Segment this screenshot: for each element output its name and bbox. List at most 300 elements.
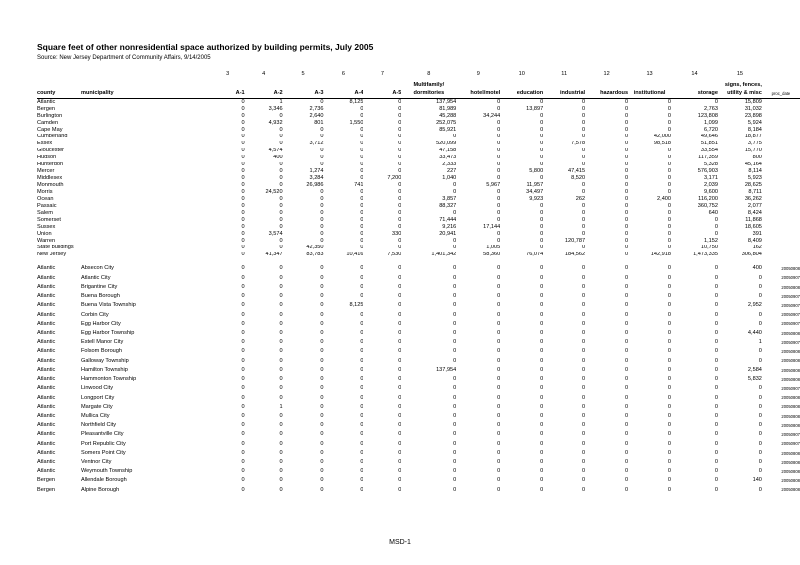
- value-cell: 0: [279, 283, 283, 290]
- value-cell: 0: [320, 293, 324, 300]
- value-cell: 0: [241, 477, 245, 484]
- value-cell: 0: [540, 477, 544, 484]
- blank-cell: [245, 82, 283, 90]
- value-cell: 0: [279, 203, 283, 209]
- value-cell: 1: [279, 403, 283, 410]
- value-cell: 0: [398, 357, 402, 364]
- county-name: Passaic: [37, 203, 57, 209]
- value-cell: 0: [667, 376, 672, 383]
- county-summary-row: [37, 155, 800, 162]
- value-cell: 0: [497, 161, 501, 168]
- blank-cell: [543, 82, 585, 90]
- value-cell: 0: [624, 320, 629, 327]
- value-cell: 0: [582, 147, 586, 154]
- county-name: Atlantic: [37, 293, 56, 300]
- header-a-3: A-3: [283, 90, 324, 99]
- value-cell: 0: [320, 366, 324, 373]
- blank-cell: [762, 127, 800, 134]
- value-cell: 0: [540, 283, 544, 290]
- value-cell: 800: [752, 154, 762, 161]
- value-cell: 0: [241, 196, 245, 202]
- value-cell: 0: [714, 440, 718, 447]
- county-summary-row: [37, 162, 800, 169]
- header-education: education: [500, 90, 543, 99]
- value-cell: 0: [582, 244, 586, 251]
- value-cell: 0: [320, 237, 324, 244]
- value-cell: 0: [320, 126, 324, 133]
- value-cell: 36,262: [744, 196, 762, 202]
- value-cell: 0: [320, 265, 324, 272]
- value-cell: 123,808: [697, 112, 718, 119]
- value-cell: 0: [398, 98, 402, 105]
- county-summary-row: [37, 175, 800, 182]
- county-name: Atlantic: [37, 385, 56, 392]
- value-cell: 0: [241, 210, 245, 216]
- value-cell: 0: [241, 133, 245, 140]
- value-cell: 51,851: [700, 140, 718, 147]
- value-cell: 0: [360, 431, 364, 438]
- value-cell: 0: [758, 449, 762, 456]
- county-summary-row: [37, 182, 800, 189]
- value-cell: 0: [582, 154, 586, 161]
- value-cell: 0: [714, 311, 718, 318]
- value-cell: 0: [453, 320, 457, 327]
- municipality-row: [37, 394, 800, 403]
- county-name: Sussex: [37, 223, 56, 230]
- county-name: Atlantic: [37, 422, 56, 429]
- blank-cell: [81, 252, 211, 259]
- value-cell: 0: [497, 366, 501, 373]
- county-name: Atlantic: [37, 403, 56, 410]
- value-cell: 0: [540, 230, 544, 237]
- value-cell: 0: [360, 154, 364, 161]
- value-cell: 0: [758, 440, 762, 447]
- header-utility-misc: utility & misc: [718, 90, 762, 99]
- value-cell: 116,200: [698, 196, 718, 202]
- value-cell: 0: [279, 477, 283, 484]
- value-cell: 0: [398, 119, 402, 126]
- value-cell: 0: [398, 348, 402, 355]
- value-cell: 0: [714, 230, 718, 237]
- value-cell: 140: [752, 477, 762, 484]
- value-cell: 1,401,342: [431, 251, 457, 258]
- value-cell: 0: [360, 168, 364, 175]
- value-cell: 162: [752, 244, 762, 251]
- value-cell: 0: [453, 182, 457, 188]
- value-cell: 4,440: [747, 329, 762, 336]
- county-name: Cumberland: [37, 133, 68, 140]
- value-cell: 0: [279, 320, 283, 327]
- value-cell: 0: [714, 274, 718, 281]
- blank-cell: [762, 217, 800, 224]
- value-cell: 0: [320, 230, 324, 237]
- value-cell: 0: [497, 422, 501, 429]
- value-cell: 0: [497, 196, 501, 202]
- blank-cell: [762, 245, 800, 252]
- value-cell: 0: [582, 210, 586, 216]
- value-cell: 0: [279, 126, 283, 133]
- county-name: Morris: [37, 189, 53, 195]
- value-cell: 0: [360, 133, 364, 140]
- value-cell: 0: [241, 431, 245, 438]
- county-name: Camden: [37, 119, 59, 126]
- value-cell: 0: [624, 265, 629, 272]
- value-cell: 0: [582, 126, 586, 133]
- header-storage: storage: [671, 90, 718, 99]
- value-cell: 741: [354, 182, 364, 188]
- county-summary-row: [37, 245, 800, 252]
- value-cell: 0: [624, 357, 629, 364]
- value-cell: 0: [241, 140, 245, 147]
- value-cell: 0: [714, 223, 718, 230]
- blank-cell: [81, 141, 211, 148]
- value-cell: 0: [667, 217, 672, 223]
- value-cell: 0: [279, 468, 283, 475]
- value-cell: 0: [624, 385, 629, 392]
- value-cell: 0: [241, 112, 245, 119]
- county-name: Atlantic: [37, 366, 56, 373]
- value-cell: 9,923: [529, 196, 544, 202]
- value-cell: 0: [279, 431, 283, 438]
- value-cell: 3,284: [309, 175, 324, 182]
- value-cell: 18,877: [744, 133, 762, 140]
- value-cell: 0: [241, 98, 245, 105]
- value-cell: 0: [398, 477, 402, 484]
- header-a-4: A-4: [324, 90, 364, 99]
- value-cell: 0: [398, 210, 402, 216]
- value-cell: 0: [241, 422, 245, 429]
- value-cell: 137,954: [436, 98, 457, 105]
- value-cell: 0: [453, 385, 457, 392]
- value-cell: 0: [320, 385, 324, 392]
- value-cell: 0: [714, 449, 718, 456]
- county-name: Mercer: [37, 168, 55, 175]
- value-cell: 0: [497, 440, 501, 447]
- value-cell: 0: [624, 403, 629, 410]
- municipality-name: Buena Borough: [80, 293, 120, 300]
- value-cell: 0: [758, 431, 762, 438]
- blank-cell: [762, 196, 800, 203]
- municipality-row: [37, 449, 800, 458]
- value-cell: 0: [540, 147, 544, 154]
- value-cell: 0: [497, 403, 501, 410]
- municipality-row: [37, 274, 800, 283]
- value-cell: 0: [453, 339, 457, 346]
- value-cell: 0: [582, 133, 586, 140]
- blank-cell: [628, 82, 671, 90]
- value-cell: 0: [241, 244, 245, 251]
- county-name: Atlantic: [37, 329, 56, 336]
- value-cell: 0: [398, 440, 402, 447]
- county-summary-row: [37, 168, 800, 175]
- value-cell: 20,941: [439, 230, 457, 237]
- blank-cell: [81, 231, 211, 238]
- value-cell: 0: [320, 274, 324, 281]
- blank-cell: [81, 210, 211, 217]
- value-cell: 0: [582, 230, 586, 237]
- value-cell: 0: [540, 119, 544, 126]
- column-number: 15: [736, 71, 744, 77]
- value-cell: 0: [360, 203, 364, 209]
- value-cell: 23,898: [744, 112, 762, 119]
- value-cell: 0: [582, 311, 586, 318]
- column-number: 12: [603, 71, 610, 77]
- value-cell: 1,473,335: [693, 251, 718, 258]
- value-cell: 0: [398, 320, 402, 327]
- municipality-name: Estell Manor City: [80, 339, 124, 346]
- value-cell: 1: [279, 98, 283, 105]
- value-cell: 0: [360, 126, 364, 133]
- value-cell: 252,075: [436, 119, 457, 126]
- value-cell: 26,986: [306, 182, 324, 188]
- value-cell: 0: [540, 459, 544, 466]
- value-cell: 0: [667, 98, 672, 105]
- value-cell: 0: [241, 339, 245, 346]
- value-cell: 2,077: [747, 203, 762, 209]
- value-cell: 0: [582, 106, 586, 112]
- value-cell: 0: [714, 217, 718, 223]
- blank-cell: [81, 127, 211, 134]
- value-cell: 5,923: [747, 175, 762, 182]
- value-cell: 0: [540, 422, 544, 429]
- value-cell: 49,646: [700, 133, 718, 140]
- proc-date: 20050808: [781, 450, 800, 456]
- value-cell: 0: [497, 98, 501, 105]
- value-cell: 0: [667, 311, 672, 318]
- value-cell: 0: [714, 486, 718, 493]
- county-summary-row: [37, 141, 800, 148]
- value-cell: 0: [540, 486, 544, 493]
- value-cell: 2,333: [442, 161, 457, 168]
- value-cell: 0: [398, 147, 402, 154]
- municipality-row: [37, 329, 800, 338]
- value-cell: 0: [667, 422, 672, 429]
- value-cell: 0: [497, 175, 501, 182]
- value-cell: 0: [624, 449, 629, 456]
- value-cell: 0: [624, 230, 629, 237]
- municipality-row: [37, 302, 800, 311]
- value-cell: 0: [360, 112, 364, 119]
- value-cell: 0: [360, 293, 364, 300]
- value-cell: 0: [667, 112, 672, 119]
- value-cell: 0: [320, 223, 324, 230]
- value-cell: 0: [758, 311, 762, 318]
- blank-cell: [762, 168, 800, 175]
- column-number: 5: [301, 71, 305, 77]
- value-cell: 0: [279, 274, 283, 281]
- county-name: Atlantic: [37, 431, 56, 438]
- value-cell: 0: [497, 486, 501, 493]
- value-cell: 0: [279, 394, 283, 401]
- county-name: Essex: [37, 140, 53, 147]
- value-cell: 0: [540, 217, 544, 223]
- value-cell: 0: [320, 302, 324, 309]
- county-name: Cape May: [37, 126, 63, 133]
- municipality-row: [37, 311, 800, 320]
- value-cell: 0: [714, 98, 718, 105]
- value-cell: 0: [582, 119, 586, 126]
- value-cell: 0: [453, 459, 457, 466]
- value-cell: 0: [453, 237, 457, 244]
- municipality-name: Folsom Borough: [80, 348, 123, 355]
- value-cell: 0: [453, 348, 457, 355]
- value-cell: 0: [624, 182, 629, 188]
- municipality-row: [37, 440, 800, 449]
- value-cell: 0: [582, 394, 586, 401]
- county-name: Atlantic: [37, 302, 56, 309]
- value-cell: 0: [360, 376, 364, 383]
- value-cell: 42,350: [306, 244, 324, 251]
- value-cell: 0: [667, 230, 672, 237]
- value-cell: 0: [453, 394, 457, 401]
- value-cell: 0: [582, 366, 586, 373]
- value-cell: 0: [497, 265, 501, 272]
- header-municipality: municipality: [81, 90, 211, 99]
- blank-cell: [81, 175, 211, 182]
- proc-date: 20050808: [781, 459, 800, 465]
- county-summary-row: [37, 120, 800, 127]
- value-cell: 0: [624, 394, 629, 401]
- value-cell: 0: [279, 486, 283, 493]
- value-cell: 0: [453, 274, 457, 281]
- value-cell: 0: [667, 293, 672, 300]
- value-cell: 8,125: [349, 302, 364, 309]
- value-cell: 0: [582, 412, 586, 419]
- value-cell: 47,158: [439, 147, 457, 154]
- value-cell: 0: [241, 293, 245, 300]
- value-cell: 13,897: [526, 106, 544, 112]
- blank-cell: [585, 82, 628, 90]
- value-cell: 0: [624, 217, 629, 223]
- value-cell: 0: [398, 126, 402, 133]
- value-cell: 0: [398, 189, 402, 195]
- value-cell: 0: [497, 106, 501, 112]
- municipality-row: [37, 412, 800, 421]
- value-cell: 0: [497, 459, 501, 466]
- county-name: Hudson: [37, 154, 57, 161]
- value-cell: 0: [320, 161, 324, 168]
- header-industrial: industrial: [543, 90, 585, 99]
- value-cell: 3,346: [268, 106, 283, 112]
- value-cell: 0: [453, 449, 457, 456]
- proc-date: 20050808: [781, 478, 800, 484]
- municipality-row: [37, 486, 800, 495]
- value-cell: 2,763: [703, 106, 718, 112]
- value-cell: 0: [497, 468, 501, 475]
- value-cell: 0: [714, 265, 718, 272]
- blank-cell: [762, 252, 800, 259]
- value-cell: 0: [624, 274, 629, 281]
- blank-cell: [37, 82, 81, 90]
- value-cell: 3,712: [309, 140, 324, 147]
- value-cell: 0: [714, 394, 718, 401]
- value-cell: 0: [667, 154, 672, 161]
- value-cell: 3,574: [268, 230, 283, 237]
- value-cell: 0: [624, 175, 629, 182]
- value-cell: 262: [575, 196, 586, 202]
- value-cell: 0: [667, 357, 672, 364]
- value-cell: 0: [582, 274, 586, 281]
- value-cell: 0: [453, 468, 457, 475]
- value-cell: 0: [540, 140, 544, 147]
- value-cell: 0: [241, 459, 245, 466]
- value-cell: 0: [714, 385, 718, 392]
- municipality-name: Brigantine City: [80, 283, 118, 290]
- municipality-row: [37, 357, 800, 366]
- value-cell: 0: [624, 119, 629, 126]
- value-cell: 0: [241, 217, 245, 223]
- value-cell: 5,832: [747, 376, 762, 383]
- value-cell: 0: [582, 385, 586, 392]
- value-cell: 0: [667, 468, 672, 475]
- value-cell: 0: [453, 311, 457, 318]
- value-cell: 0: [320, 311, 324, 318]
- value-cell: 0: [540, 175, 544, 182]
- value-cell: 0: [667, 403, 672, 410]
- value-cell: 0: [540, 210, 544, 216]
- value-cell: 2,640: [309, 112, 324, 119]
- value-cell: 0: [241, 203, 245, 209]
- blank-cell: [81, 99, 211, 106]
- value-cell: 0: [624, 422, 629, 429]
- value-cell: 0: [320, 477, 324, 484]
- value-cell: 0: [758, 459, 762, 466]
- blank-cell: [81, 82, 211, 90]
- value-cell: 0: [241, 168, 245, 175]
- value-cell: 0: [398, 431, 402, 438]
- value-cell: 8,711: [748, 189, 762, 195]
- value-cell: 0: [497, 147, 501, 154]
- value-cell: 0: [667, 147, 672, 154]
- municipality-name: Mullica City: [80, 412, 110, 419]
- blank-cell: [81, 113, 211, 120]
- value-cell: 11,868: [745, 217, 762, 223]
- value-cell: 0: [497, 237, 501, 244]
- county-name: Atlantic: [37, 274, 56, 281]
- value-cell: 360,752: [697, 203, 718, 209]
- value-cell: 0: [624, 302, 629, 309]
- value-cell: 0: [279, 293, 283, 300]
- value-cell: 0: [540, 329, 544, 336]
- value-cell: 0: [540, 133, 544, 140]
- blank-cell: [762, 134, 800, 141]
- header-row: [37, 90, 800, 99]
- county-name: Burlington: [37, 112, 63, 119]
- value-cell: 0: [360, 449, 364, 456]
- value-cell: 0: [667, 477, 672, 484]
- value-cell: 0: [540, 237, 544, 244]
- value-cell: 0: [624, 106, 629, 112]
- value-cell: 0: [398, 403, 402, 410]
- municipality-name: Atlantic City: [80, 274, 111, 281]
- value-cell: 0: [279, 385, 283, 392]
- column-number: 10: [518, 71, 525, 77]
- blank-cell: [81, 245, 211, 252]
- value-cell: 0: [360, 440, 364, 447]
- value-cell: 0: [540, 126, 544, 133]
- value-cell: 5,328: [703, 161, 718, 168]
- value-cell: 0: [398, 449, 402, 456]
- county-name: Salem: [37, 210, 53, 216]
- value-cell: 0: [360, 265, 364, 272]
- value-cell: 0: [624, 98, 629, 105]
- value-cell: 0: [624, 161, 629, 168]
- value-cell: 0: [360, 348, 364, 355]
- blank-cell: [762, 182, 800, 189]
- value-cell: 0: [241, 357, 245, 364]
- value-cell: 0: [360, 339, 364, 346]
- municipality-name: Allendale Borough: [80, 477, 127, 484]
